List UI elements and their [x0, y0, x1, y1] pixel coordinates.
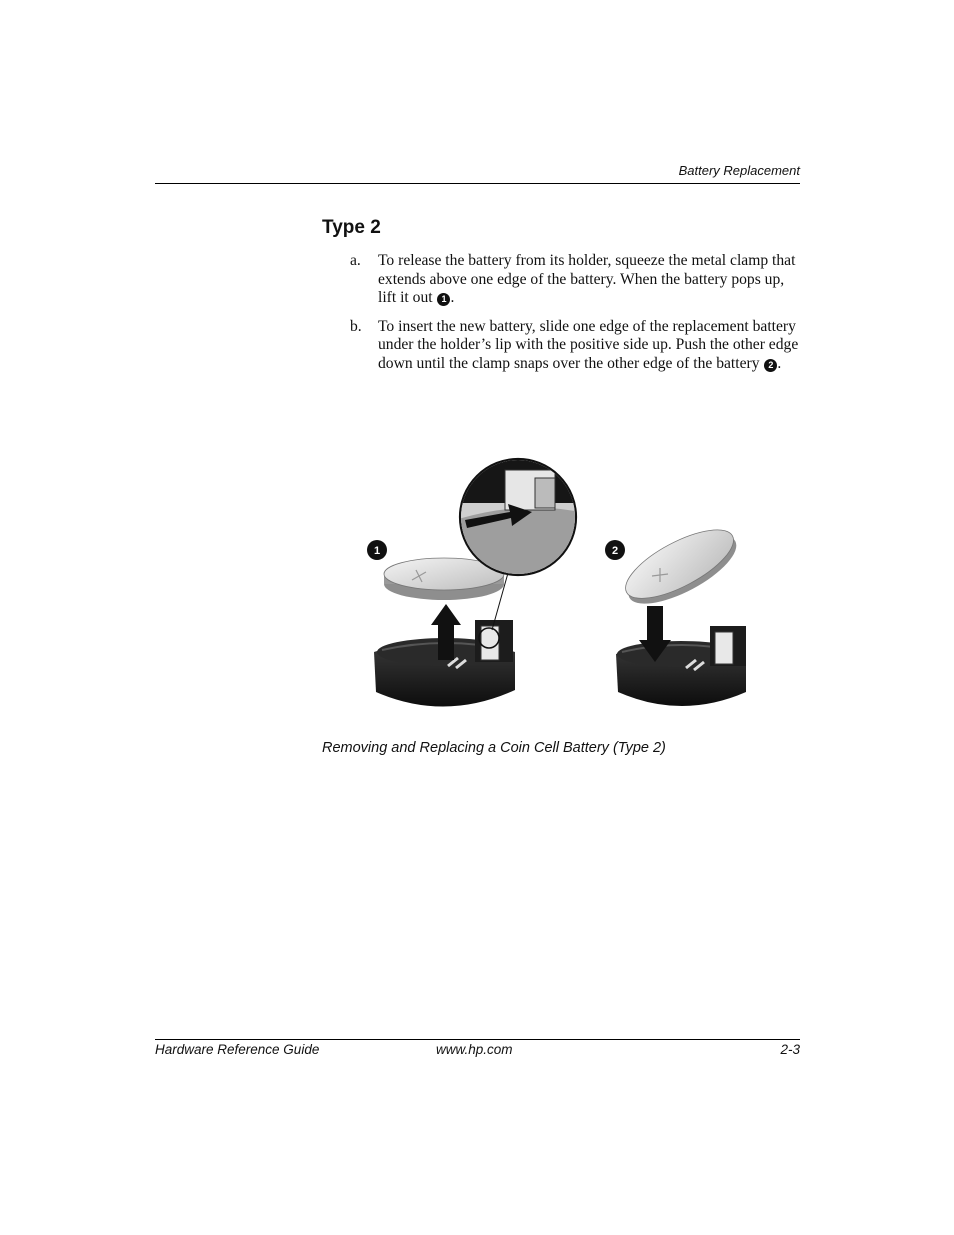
step-a	[350, 252, 802, 308]
replacement-view	[616, 517, 746, 706]
figure-callout-2-label: 2	[611, 545, 619, 557]
footer-document-title: Hardware Reference Guide	[155, 1042, 320, 1057]
figure-caption: Removing and Replacing a Coin Cell Battery (Type 2)	[322, 740, 666, 756]
battery-illustration	[360, 440, 780, 725]
header-rule	[155, 183, 800, 184]
step-text	[378, 252, 802, 308]
step-text	[378, 318, 802, 374]
step-text-body: To release the battery from its holder, squeeze the metal clamp that extends above one edge of the battery. When the battery pops up, lift it out	[378, 252, 796, 307]
figure-callout-2-icon	[605, 540, 625, 560]
step-marker: a.	[350, 252, 361, 269]
step-end: .	[777, 354, 782, 372]
step-b	[350, 318, 802, 374]
figure-callout-1-label: 1	[373, 545, 381, 557]
step-marker: b.	[350, 317, 362, 335]
section-heading: Type 2	[322, 217, 381, 238]
footer-page-number: 2-3	[780, 1042, 800, 1057]
step-list	[350, 252, 802, 384]
footer-rule	[155, 1039, 800, 1040]
callout-1-icon: 1	[437, 293, 450, 306]
running-header: Battery Replacement	[678, 163, 800, 178]
callout-2-icon: 2	[764, 359, 777, 372]
footer-url: www.hp.com	[436, 1042, 513, 1057]
figure-callout-1-icon	[367, 540, 387, 560]
step-text-body: To insert the new battery, slide one edge of the replacement battery under the holder’s lip with the positive side up. Push the other edge down until the clamp snaps over the other edge of the battery	[378, 317, 799, 372]
removal-view	[374, 558, 515, 707]
step-end: .	[450, 289, 455, 307]
